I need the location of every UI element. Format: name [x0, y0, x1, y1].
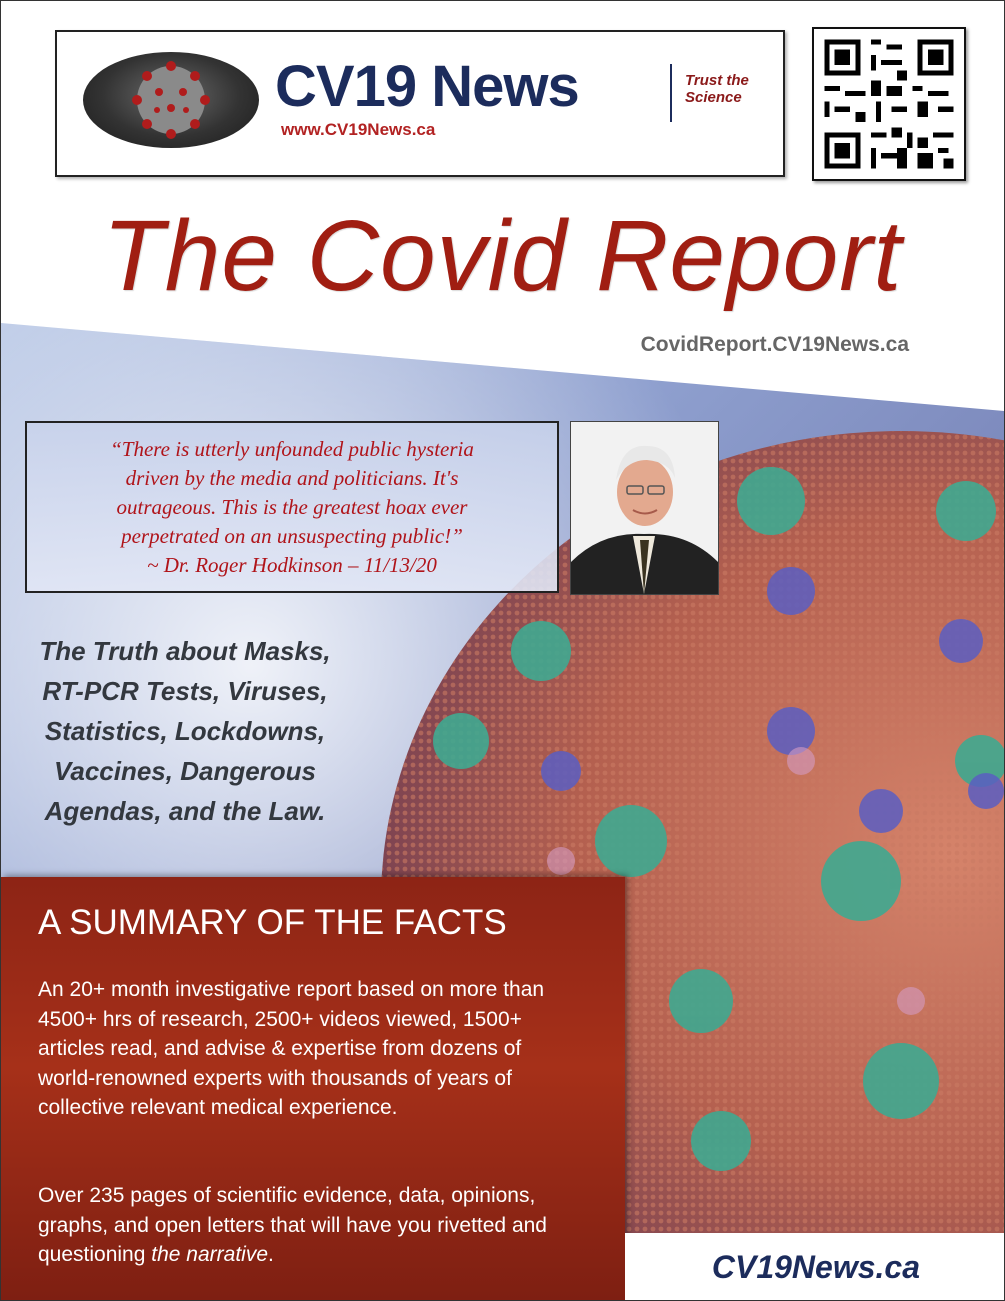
quote-attribution: ~ Dr. Roger Hodkinson – 11/13/20 [147, 553, 437, 577]
footer [625, 1233, 1004, 1300]
summary-paragraph-2-text: Over 235 pages of scientific evidence, data, opinions, graphs, and open letters that will have you rivetted and questioning [38, 1184, 547, 1266]
qr-code-icon [814, 29, 964, 179]
footer-url[interactable]: CV19News.ca [711, 1249, 920, 1285]
header-banner [55, 30, 785, 177]
summary-heading: A SUMMARY OF THE FACTS [38, 903, 507, 942]
summary-emphasis: the narrative [151, 1243, 268, 1266]
qr-code[interactable] [812, 27, 966, 181]
quote-line: “There is utterly unfounded public hysteria [110, 437, 474, 461]
topics-list [15, 631, 355, 831]
summary-paragraph-1: An 20+ month investigative report based on more than 4500+ hrs of research, 2500+ videos viewed, 1500+ articles read, and advise & expertise from dozens of world-renowned experts with thousands of years of collective relevant medical experience. [38, 978, 545, 1119]
summary-panel [1, 877, 625, 1300]
summary-paragraph-2 [38, 1181, 583, 1270]
banner-divider [670, 64, 672, 122]
topic-line: Vaccines, Dangerous [53, 756, 317, 786]
quote-line: perpetrated on an unsuspecting public!” [121, 524, 463, 548]
topic-line: The Truth about Masks, [39, 636, 331, 666]
report-url[interactable]: CovidReport.CV19News.ca [640, 333, 909, 356]
tagline-line1: Trust the [685, 72, 749, 89]
quote-text [37, 435, 547, 580]
brand-url[interactable]: www.CV19News.ca [281, 120, 436, 139]
tagline [685, 72, 749, 106]
topic-line: Statistics, Lockdowns, [44, 716, 326, 746]
logo-badge [83, 52, 259, 148]
summary-paragraph-2-end: . [268, 1243, 274, 1266]
portrait-photo [570, 421, 719, 595]
topic-line: Agendas, and the Law. [44, 796, 326, 826]
topic-line: RT-PCR Tests, Viruses, [42, 676, 328, 706]
quote-line: outrageous. This is the greatest hoax ever [116, 495, 468, 519]
page-title: The Covid Report [102, 200, 903, 312]
virus-logo-icon [83, 52, 259, 148]
brand-name: CV19 News [275, 54, 579, 119]
quote-box [25, 421, 559, 593]
quote-line: driven by the media and politicians. It's [125, 466, 459, 490]
tagline-line2: Science [685, 89, 742, 106]
